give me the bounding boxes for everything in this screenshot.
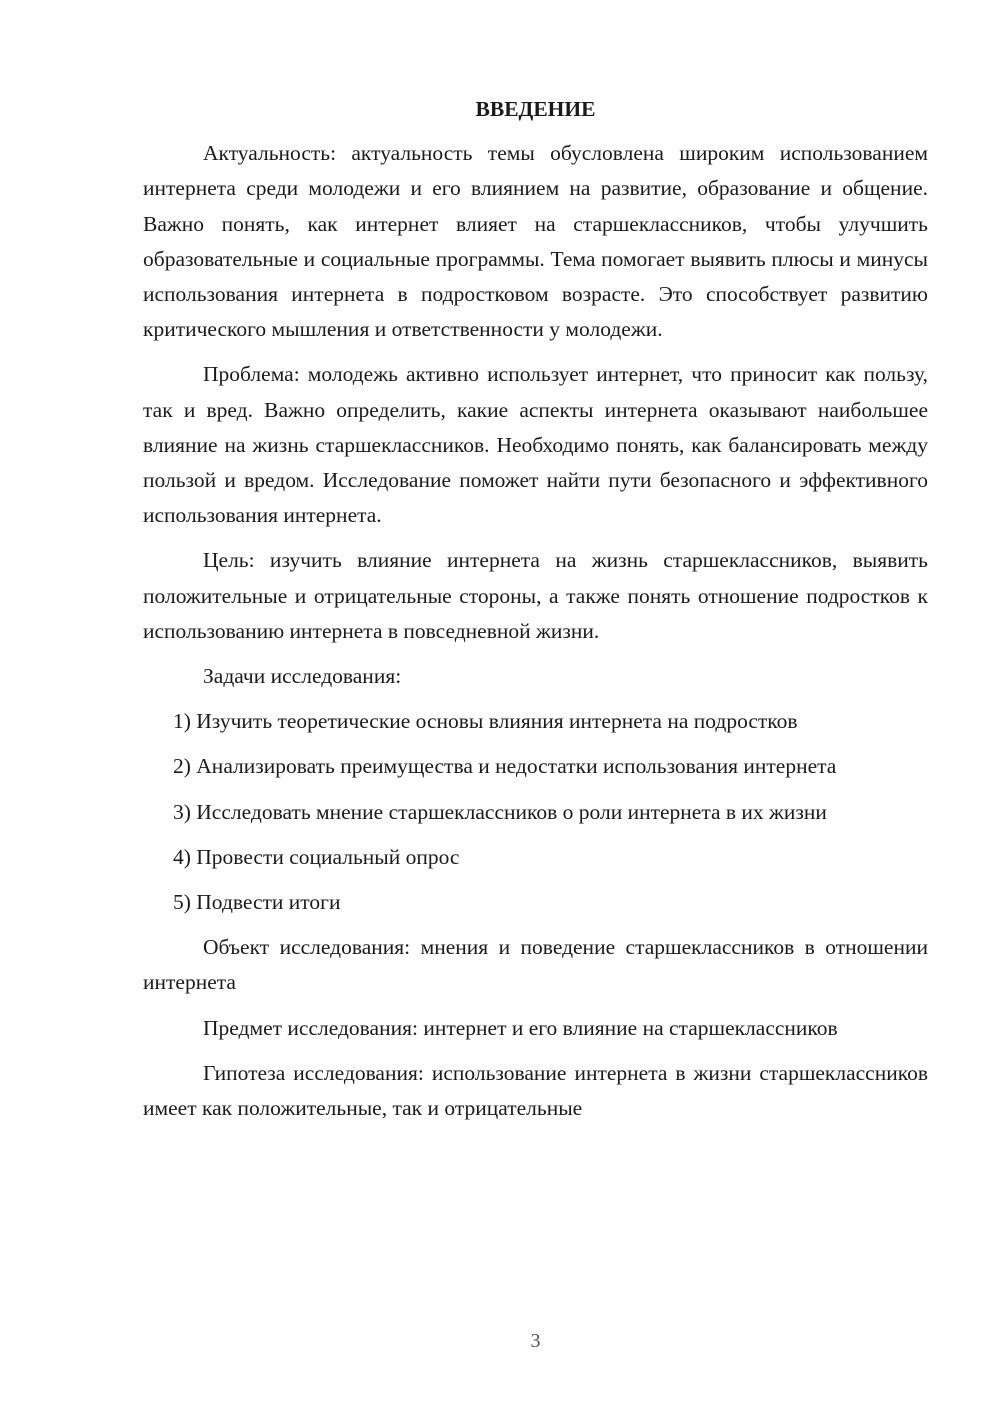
task-item-5: 5) Подвести итоги [173, 890, 341, 915]
section-title: ВВЕДЕНИЕ [475, 97, 596, 121]
task-item-3: 3) Исследовать мнение старшеклассников о роли интернета в их жизни [173, 799, 827, 824]
document-page [143, 92, 928, 1136]
paragraph-subject: Предмет исследования: интернет и его влияние на старшеклассников [203, 1015, 838, 1040]
tasks-heading: Задачи исследования: [203, 664, 402, 689]
paragraph-object: Объект исследования: мнения и поведение старшеклассников в отношении интернета [143, 935, 928, 995]
task-item-2: 2) Анализировать преимущества и недостатки использования интернета [173, 754, 837, 779]
task-item-4: 4) Провести социальный опрос [173, 844, 460, 869]
page-number: 3 [530, 1330, 541, 1352]
paragraph-goal: Цель: изучить влияние интернета на жизнь старшеклассников, выявить положительные и отрицательные стороны, а также понять отношение подростков к использованию интернета в повседневной жизни. [143, 548, 928, 643]
task-item-1: 1) Изучить теоретические основы влияния интернета на подростков [173, 709, 798, 734]
paragraph-hypothesis: Гипотеза исследования: использование интернета в жизни старшеклассников имеет как положительные, так и отрицательные [143, 1060, 928, 1121]
paragraph-actuality: Актуальность: актуальность темы обусловлена широким использованием интернета среди молодежи и его влиянием на развитие, образование и общение. Важно понять, как интернет влияет на старшеклассников, чтобы улучшить образовательные и социальные программы. Тема помогает выявить плюсы и минусы использования интернета в подростковом возрасте. Это способствует развитию критического мышления и ответственности у молодежи. [143, 141, 928, 342]
paragraph-problem: Проблема: молодежь активно использует интернет, что приносит как пользу, так и вред. Важно определить, какие аспекты интернета оказывают наибольшее влияние на жизнь старшеклассников. Необходимо понять, как балансировать между пользой и вредом. Исследование поможет найти пути безопасного и эффективного использования интернета. [143, 362, 928, 528]
